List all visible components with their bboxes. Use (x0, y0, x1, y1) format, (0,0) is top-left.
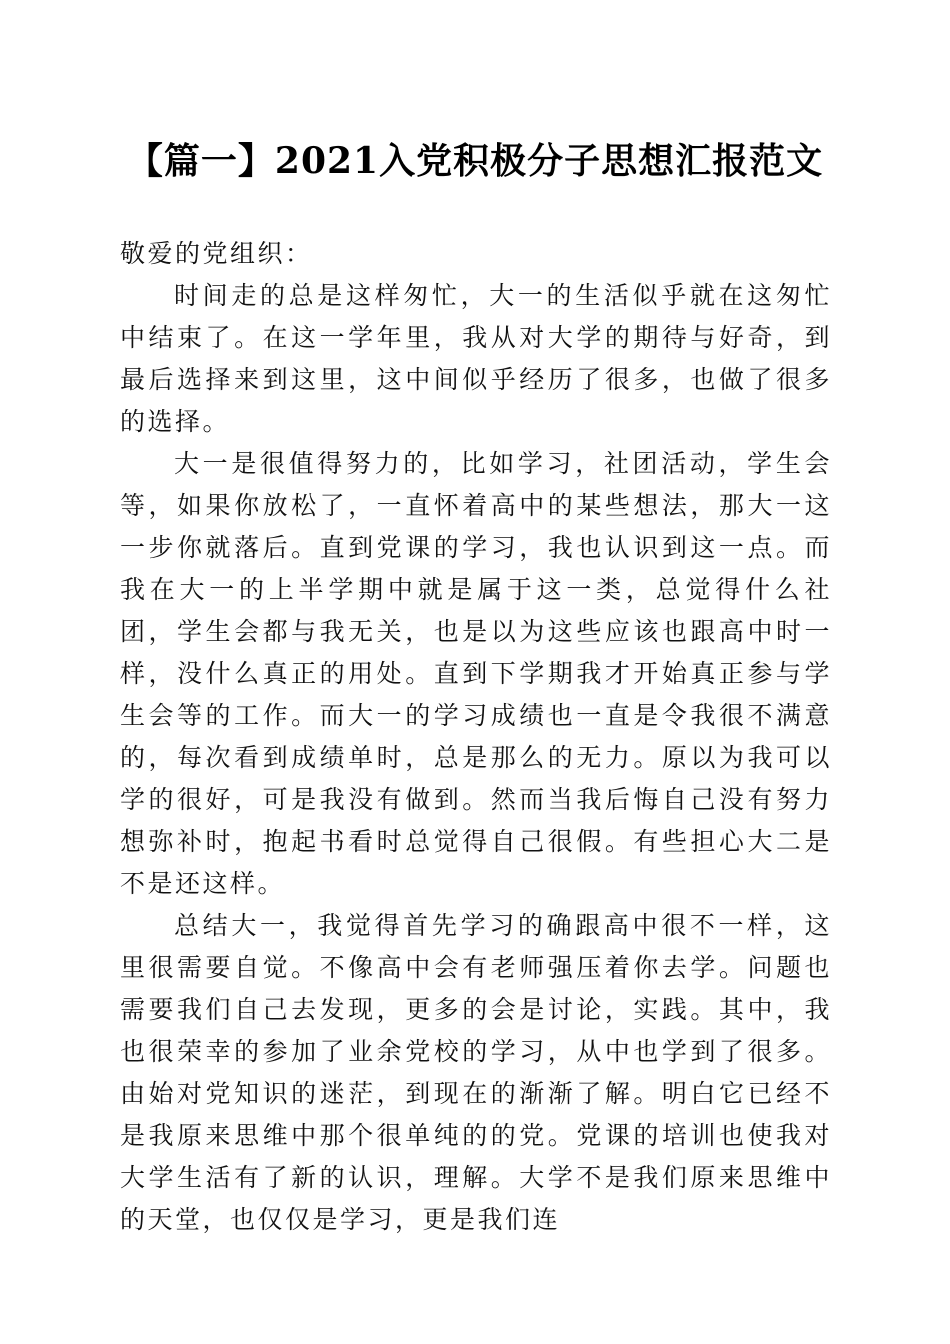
document-body (120, 233, 832, 1241)
paragraph-2: 大一是很值得努力的，比如学习，社团活动，学生会等，如果你放松了，一直怀着高中的某些想法，那大一这一步你就落后。直到党课的学习，我也认识到这一点。而我在大一的上半学期中就是属于这一类，总觉得什么社团，学生会都与我无关，也是以为这些应该也跟高中时一样，没什么真正的用处。直到下学期我才开始真正参与学生会等的工作。而大一的学习成绩也一直是令我很不满意的，每次看到成绩单时，总是那么的无力。原以为我可以学的很好，可是我没有做到。然而当我后悔自己没有努力想弥补时，抱起书看时总觉得自己很假。有些担心大二是不是还这样。 (120, 449, 832, 898)
salutation: 敬爱的党组织： (120, 239, 313, 268)
paragraph-1: 时间走的总是这样匆忙，大一的生活似乎就在这匆忙中结束了。在这一学年里，我从对大学的期待与好奇，到最后选择来到这里，这中间似乎经历了很多，也做了很多的选择。 (120, 281, 832, 436)
document-title: 【篇一】2021入党积极分子思想汇报范文 (126, 140, 824, 182)
paragraph-3: 总结大一，我觉得首先学习的确跟高中很不一样，这里很需要自觉。不像高中会有老师强压着你去学。问题也需要我们自己去发现，更多的会是讨论，实践。其中，我也很荣幸的参加了业余党校的学习，从中也学到了很多。由始对党知识的迷茫，到现在的渐渐了解。明白它已经不是我原来思维中那个很单纯的的党。党课的培训也使我对大学生活有了新的认识，理解。大学不是我们原来思维中的天堂，也仅仅是学习，更是我们连 (120, 911, 832, 1234)
